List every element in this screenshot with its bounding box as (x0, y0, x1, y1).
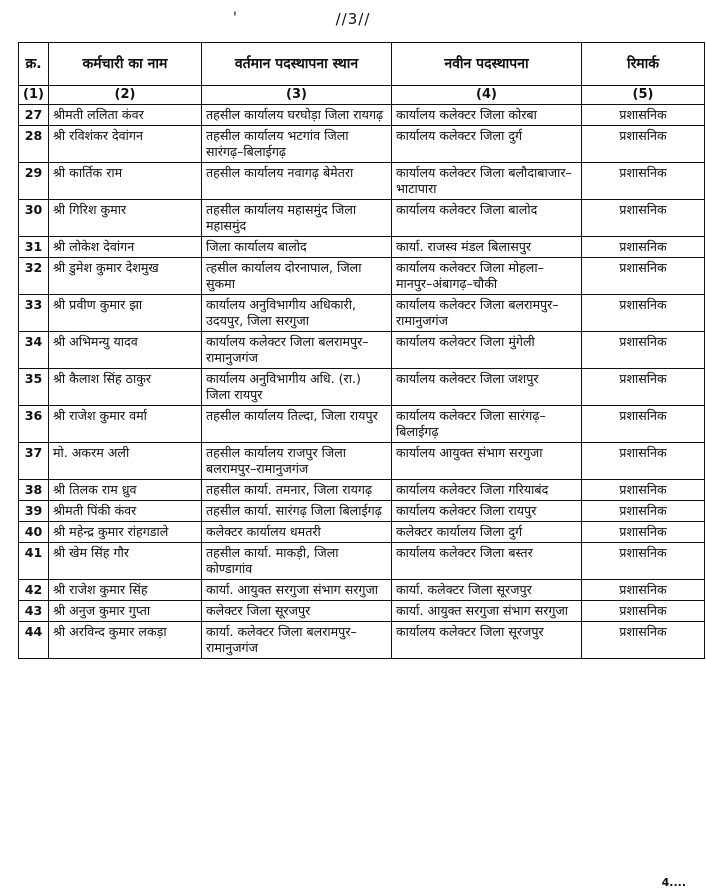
cell-employee-name: श्री कैलाश सिंह ठाकुर (49, 369, 202, 406)
cell-employee-name: श्री रविशंकर देवांगन (49, 126, 202, 163)
cell-current-posting: कार्यालय अनुविभागीय अधि. (रा.) जिला रायपुर (202, 369, 392, 406)
table-row (19, 601, 705, 622)
cell-sr: 33 (19, 295, 49, 332)
cell-new-posting: कलेक्टर कार्यालय जिला दुर्ग (392, 522, 582, 543)
transfer-table-container (18, 42, 704, 659)
cell-current-posting: तहसील कार्यालय भटगांव जिला सारंगढ़–बिलाईगढ़ (202, 126, 392, 163)
cell-employee-name: श्री तिलक राम ध्रुव (49, 480, 202, 501)
cell-remark: प्रशासनिक (582, 200, 705, 237)
table-row (19, 258, 705, 295)
cell-remark: प्रशासनिक (582, 163, 705, 200)
table-row (19, 369, 705, 406)
cell-employee-name: श्री अभिमन्यु यादव (49, 332, 202, 369)
cell-employee-name: मो. अकरम अली (49, 443, 202, 480)
header-row (19, 43, 705, 86)
table-row (19, 406, 705, 443)
cell-remark: प्रशासनिक (582, 237, 705, 258)
header-current-posting: वर्तमान पदस्थापना स्थान (202, 43, 392, 86)
table-row (19, 543, 705, 580)
cell-current-posting: कार्या. कलेक्टर जिला बलरामपुर–रामानुजगंज (202, 622, 392, 659)
cell-sr: 38 (19, 480, 49, 501)
cell-new-posting: कार्यालय कलेक्टर जिला कोरबा (392, 105, 582, 126)
column-number: (3) (202, 86, 392, 105)
cell-current-posting: तहसील कार्यालय महासमुंद जिला महासमुंद (202, 200, 392, 237)
cell-sr: 35 (19, 369, 49, 406)
column-number: (4) (392, 86, 582, 105)
cell-sr: 37 (19, 443, 49, 480)
cell-sr: 31 (19, 237, 49, 258)
table-row (19, 480, 705, 501)
cell-current-posting: कार्या. आयुक्त सरगुजा संभाग सरगुजा (202, 580, 392, 601)
cell-new-posting: कार्यालय कलेक्टर जिला जशपुर (392, 369, 582, 406)
cell-remark: प्रशासनिक (582, 258, 705, 295)
cell-employee-name: श्री राजेश कुमार वर्मा (49, 406, 202, 443)
cell-new-posting: कार्यालय कलेक्टर जिला बलौदाबाजार–भाटापारा (392, 163, 582, 200)
column-number: (5) (582, 86, 705, 105)
cell-remark: प्रशासनिक (582, 295, 705, 332)
table-row (19, 126, 705, 163)
cell-remark: प्रशासनिक (582, 480, 705, 501)
cell-new-posting: कार्या. आयुक्त सरगुजा संभाग सरगुजा (392, 601, 582, 622)
cell-employee-name: श्री डुमेश कुमार देशमुख (49, 258, 202, 295)
cell-current-posting: त्हसील कार्यालय दोरनापाल, जिला सुकमा (202, 258, 392, 295)
cell-employee-name: श्री राजेश कुमार सिंह (49, 580, 202, 601)
transfer-table (18, 42, 705, 659)
cell-sr: 29 (19, 163, 49, 200)
cell-new-posting: कार्यालय कलेक्टर जिला सूरजपुर (392, 622, 582, 659)
cell-sr: 30 (19, 200, 49, 237)
cell-sr: 42 (19, 580, 49, 601)
cell-sr: 41 (19, 543, 49, 580)
cell-new-posting: कार्यालय कलेक्टर जिला बलरामपुर–रामानुजगंज (392, 295, 582, 332)
cell-sr: 43 (19, 601, 49, 622)
cell-current-posting: कलेक्टर कार्यालय धमतरी (202, 522, 392, 543)
cell-employee-name: श्री अरविन्द कुमार लकड़ा (49, 622, 202, 659)
cell-new-posting: कार्यालय कलेक्टर जिला मोहला–मानपुर–अंबागढ़–चौकी (392, 258, 582, 295)
cell-sr: 32 (19, 258, 49, 295)
header-name: कर्मचारी का नाम (49, 43, 202, 86)
cell-new-posting: कार्यालय कलेक्टर जिला सारंगढ़–बिलाईगढ़ (392, 406, 582, 443)
cell-sr: 44 (19, 622, 49, 659)
continuation-marker: 4.... (661, 876, 686, 889)
table-row (19, 580, 705, 601)
cell-new-posting: कार्यालय कलेक्टर जिला दुर्ग (392, 126, 582, 163)
cell-sr: 36 (19, 406, 49, 443)
cell-sr: 39 (19, 501, 49, 522)
cell-new-posting: कार्यालय कलेक्टर जिला बालोद (392, 200, 582, 237)
table-row (19, 443, 705, 480)
cell-current-posting: तहसील कार्यालय राजपुर जिला बलरामपुर–रामानुजगंज (202, 443, 392, 480)
cell-remark: प्रशासनिक (582, 622, 705, 659)
table-body (19, 105, 705, 659)
cell-current-posting: तहसील कार्यालय तिल्दा, जिला रायपुर (202, 406, 392, 443)
cell-remark: प्रशासनिक (582, 332, 705, 369)
cell-sr: 28 (19, 126, 49, 163)
cell-remark: प्रशासनिक (582, 601, 705, 622)
cell-current-posting: जिला कार्यालय बालोद (202, 237, 392, 258)
header-remark: रिमार्क (582, 43, 705, 86)
cell-remark: प्रशासनिक (582, 105, 705, 126)
cell-new-posting: कार्यालय कलेक्टर जिला रायपुर (392, 501, 582, 522)
header-sr: क्र. (19, 43, 49, 86)
column-number-row (19, 86, 705, 105)
cell-new-posting: कार्यालय कलेक्टर जिला बस्तर (392, 543, 582, 580)
cell-remark: प्रशासनिक (582, 126, 705, 163)
table-row (19, 105, 705, 126)
cell-remark: प्रशासनिक (582, 443, 705, 480)
column-number: (2) (49, 86, 202, 105)
cell-employee-name: श्रीमती ललिता कंवर (49, 105, 202, 126)
cell-employee-name: श्री कार्तिक राम (49, 163, 202, 200)
table-row (19, 237, 705, 258)
cell-employee-name: श्री लोकेश देवांगन (49, 237, 202, 258)
stray-mark: ' (233, 10, 237, 26)
cell-current-posting: तहसील कार्या. सारंगढ़ जिला बिलाईगढ़ (202, 501, 392, 522)
cell-employee-name: श्री खेम सिंह गौर (49, 543, 202, 580)
cell-remark: प्रशासनिक (582, 522, 705, 543)
cell-remark: प्रशासनिक (582, 406, 705, 443)
cell-remark: प्रशासनिक (582, 501, 705, 522)
cell-current-posting: तहसील कार्या. तमनार, जिला रायगढ़ (202, 480, 392, 501)
cell-remark: प्रशासनिक (582, 369, 705, 406)
cell-current-posting: कलेक्टर जिला सूरजपुर (202, 601, 392, 622)
cell-current-posting: कार्यालय कलेक्टर जिला बलरामपुर–रामानुजगंज (202, 332, 392, 369)
cell-employee-name: श्री अनुज कुमार गुप्ता (49, 601, 202, 622)
header-new-posting: नवीन पदस्थापना (392, 43, 582, 86)
cell-new-posting: कार्यालय कलेक्टर जिला गरियाबंद (392, 480, 582, 501)
table-row (19, 332, 705, 369)
cell-employee-name: श्रीमती पिंकी कंवर (49, 501, 202, 522)
cell-employee-name: श्री गिरिश कुमार (49, 200, 202, 237)
cell-new-posting: कार्यालय कलेक्टर जिला मुंगेली (392, 332, 582, 369)
table-row (19, 522, 705, 543)
cell-current-posting: तहसील कार्यालय नवागढ़ बेमेतरा (202, 163, 392, 200)
cell-sr: 40 (19, 522, 49, 543)
table-row (19, 501, 705, 522)
table-row (19, 295, 705, 332)
cell-current-posting: तहसील कार्या. माकड़ी, जिला कोण्डागांव (202, 543, 392, 580)
cell-new-posting: कार्यालय आयुक्त संभाग सरगुजा (392, 443, 582, 480)
cell-employee-name: श्री प्रवीण कुमार झा (49, 295, 202, 332)
cell-employee-name: श्री महेन्द्र कुमार रांहगडाले (49, 522, 202, 543)
column-number: (1) (19, 86, 49, 105)
page-number: //3// (335, 10, 371, 28)
cell-sr: 27 (19, 105, 49, 126)
cell-remark: प्रशासनिक (582, 543, 705, 580)
cell-sr: 34 (19, 332, 49, 369)
table-row (19, 200, 705, 237)
table-row (19, 163, 705, 200)
table-row (19, 622, 705, 659)
cell-new-posting: कार्या. राजस्व मंडल बिलासपुर (392, 237, 582, 258)
cell-remark: प्रशासनिक (582, 580, 705, 601)
cell-current-posting: कार्यालय अनुविभागीय अधिकारी, उदयपुर, जिला सरगुजा (202, 295, 392, 332)
cell-new-posting: कार्या. कलेक्टर जिला सूरजपुर (392, 580, 582, 601)
cell-current-posting: तहसील कार्यालय घरघोड़ा जिला रायगढ़ (202, 105, 392, 126)
